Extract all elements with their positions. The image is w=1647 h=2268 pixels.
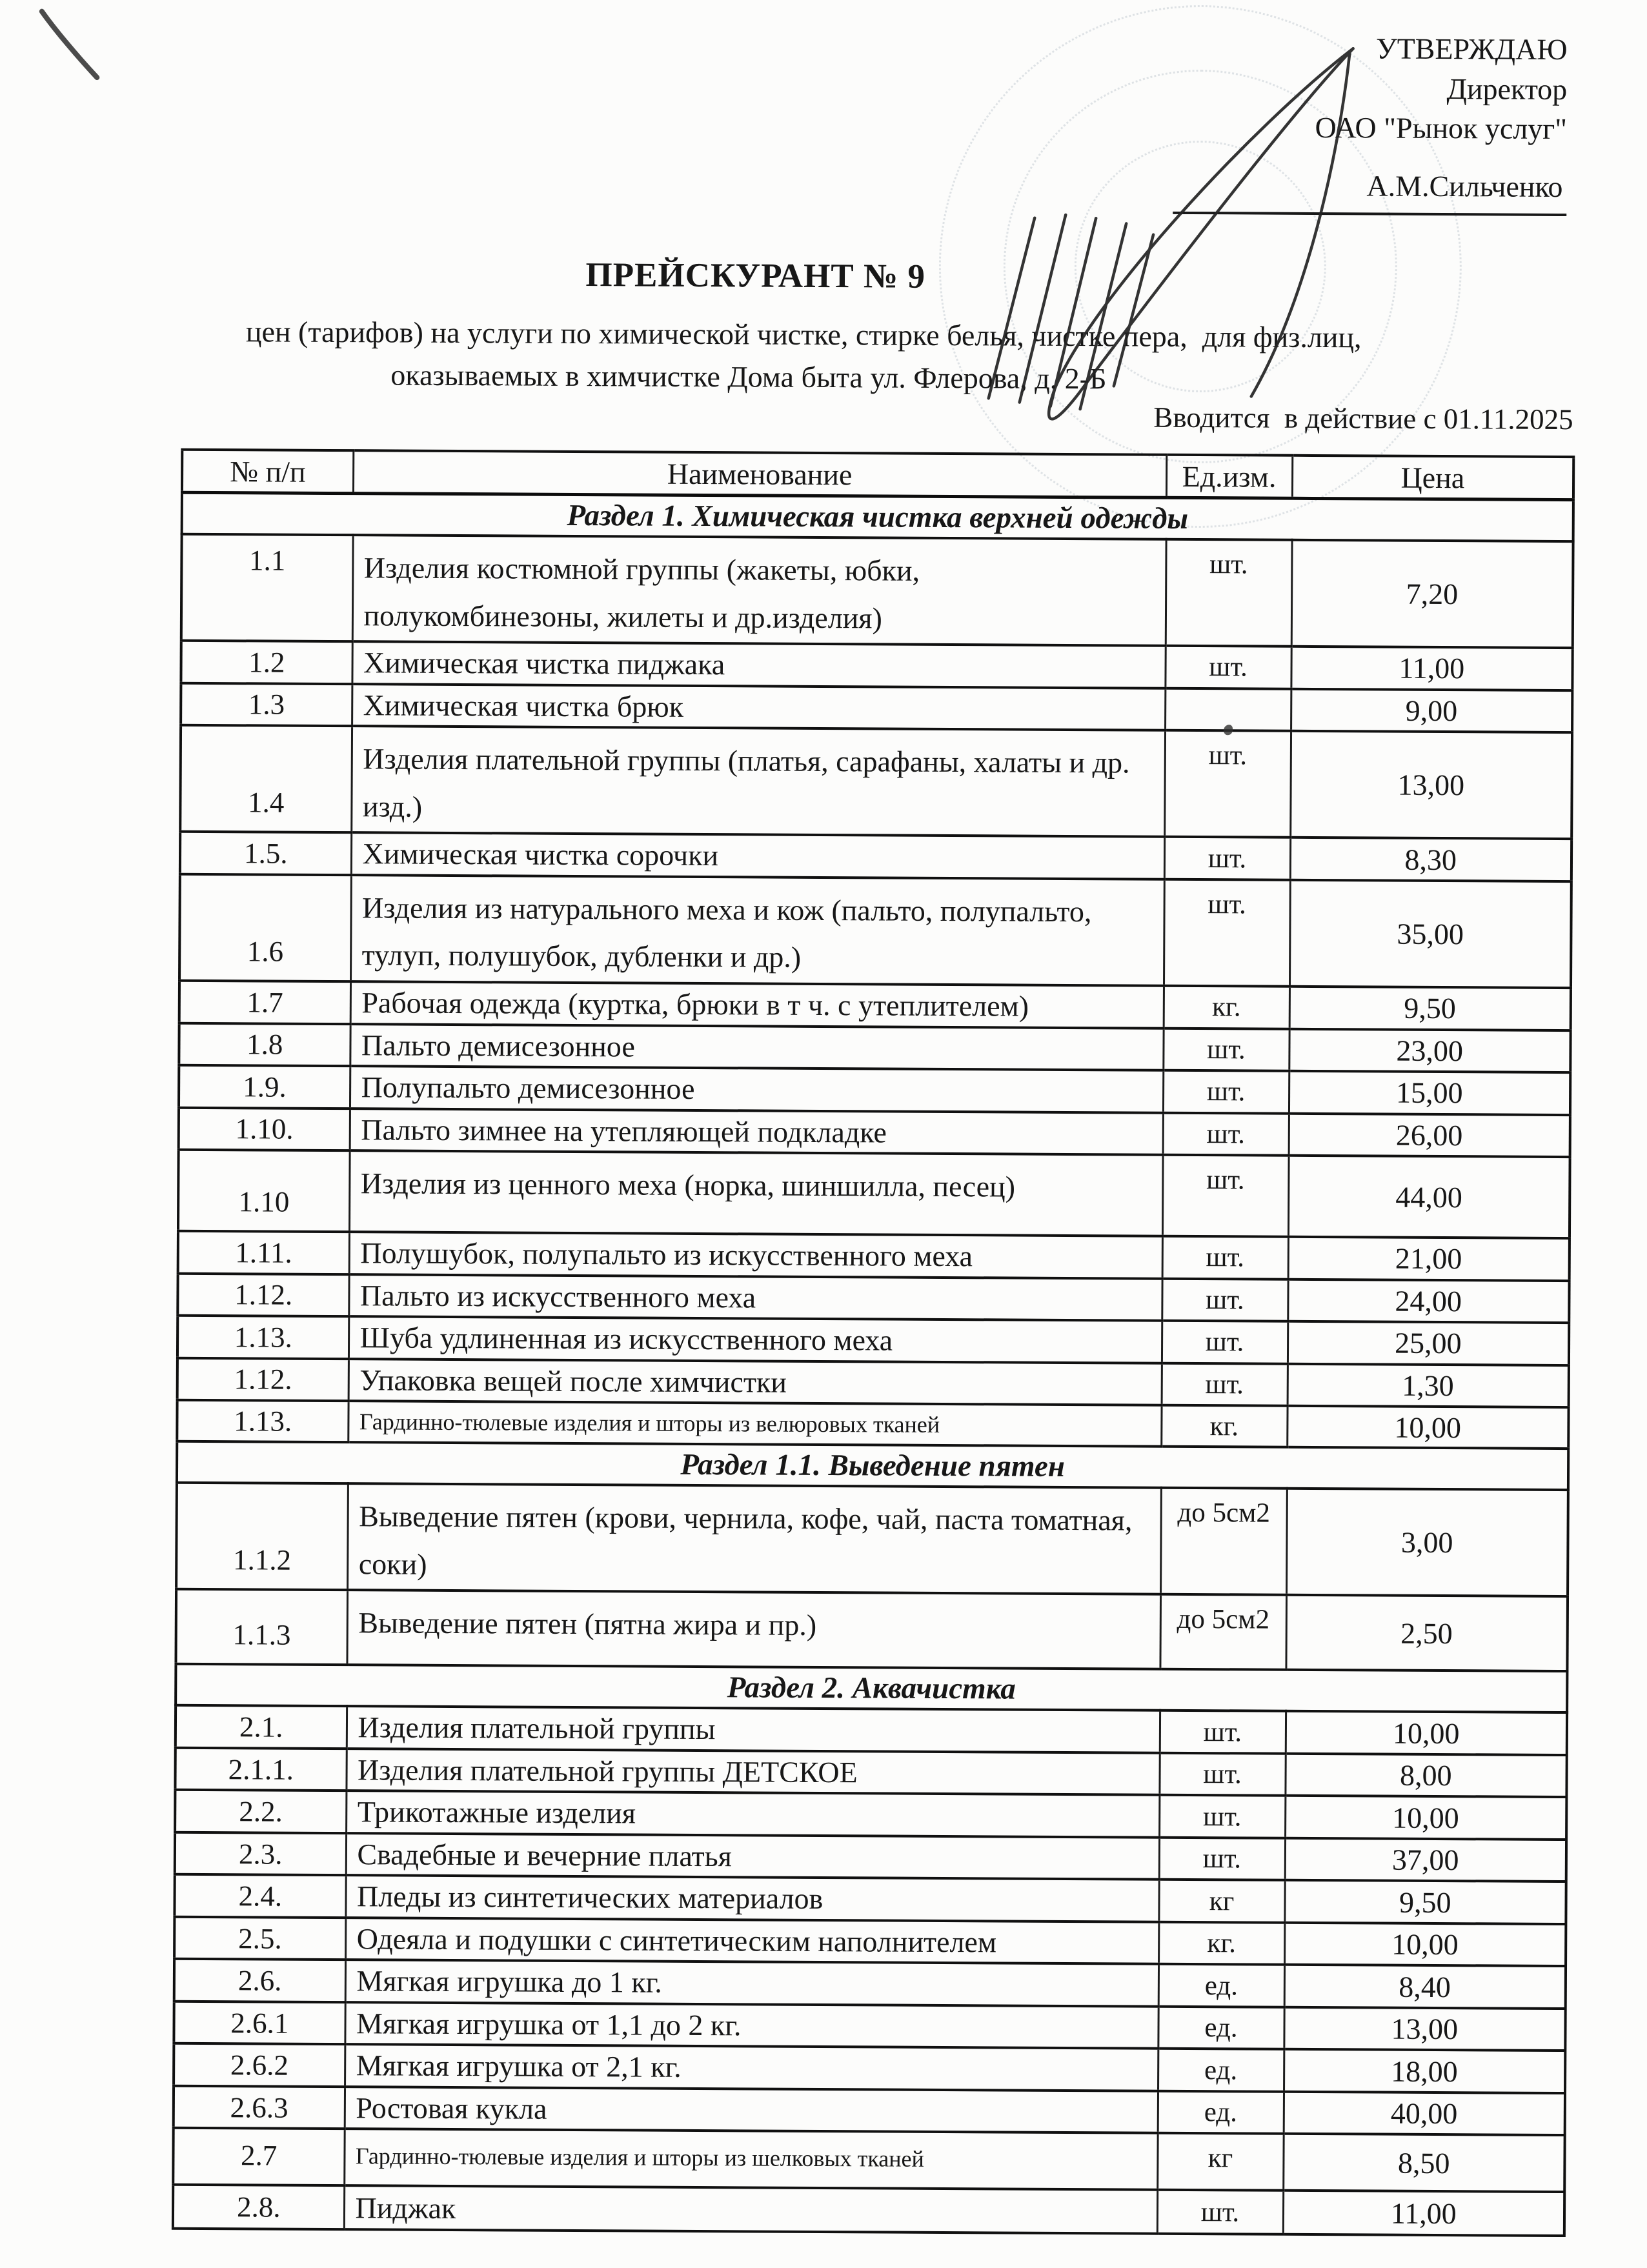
document-subtitle-line2: оказываемых в химчистке Дома быта ул. Флерова, д. 2-Б xyxy=(390,358,1107,396)
row-name: Химическая чистка брюк xyxy=(352,684,1165,730)
row-number: 1.12. xyxy=(177,1358,349,1401)
row-name: Ростовая кукла xyxy=(345,2087,1158,2133)
row-price: 10,00 xyxy=(1286,1711,1567,1755)
row-unit: шт. xyxy=(1163,1028,1289,1071)
table-row xyxy=(175,1748,1566,1798)
row-number: 1.12. xyxy=(177,1273,349,1316)
row-name: Пиджак xyxy=(344,2185,1157,2234)
row-number: 1.1 xyxy=(181,534,353,642)
table-row xyxy=(177,1316,1569,1365)
row-unit: кг. xyxy=(1158,1922,1284,1965)
row-unit: кг. xyxy=(1161,1405,1287,1447)
row-name: Химическая чистка пиджака xyxy=(352,641,1165,688)
effective-date-note: Вводится в действие с 01.11.2025 xyxy=(1153,401,1573,436)
row-unit: шт. xyxy=(1157,2190,1283,2234)
row-price: 24,00 xyxy=(1288,1279,1569,1323)
row-number: 1.13. xyxy=(177,1400,348,1442)
row-unit: ед. xyxy=(1158,2006,1284,2049)
row-price: 13,00 xyxy=(1284,2007,1565,2051)
row-price: 11,00 xyxy=(1283,2191,1564,2236)
row-price: 3,00 xyxy=(1286,1489,1568,1596)
table-row xyxy=(174,2086,1565,2136)
row-number: 2.8. xyxy=(173,2185,344,2229)
section-row xyxy=(176,1664,1567,1712)
row-name: Мягкая игрушка до 1 кг. xyxy=(345,1960,1158,2006)
table-row xyxy=(177,1273,1569,1323)
row-price: 25,00 xyxy=(1288,1321,1569,1365)
row-name: Пальто зимнее на утепляющей подкладке xyxy=(350,1109,1163,1155)
row-unit: шт. xyxy=(1163,1070,1289,1114)
row-price: 44,00 xyxy=(1288,1156,1570,1238)
table-row xyxy=(178,1231,1570,1281)
approval-block xyxy=(1173,28,1568,216)
table-row xyxy=(173,2185,1564,2236)
row-unit: шт. xyxy=(1164,879,1290,987)
row-unit: шт. xyxy=(1162,1236,1288,1280)
row-price: 9,50 xyxy=(1284,1880,1566,1924)
header-name: Наименование xyxy=(353,450,1166,497)
row-name: Полупальто демисезонное xyxy=(350,1066,1163,1112)
section-header: Раздел 1.1. Выведение пятен xyxy=(177,1441,1568,1490)
row-number: 1.10. xyxy=(179,1107,350,1150)
row-unit: шт. xyxy=(1159,1752,1285,1796)
row-number: 2.1. xyxy=(176,1705,347,1749)
table-row xyxy=(174,2043,1565,2093)
row-number: 2.2. xyxy=(175,1790,346,1833)
row-name: Химическая чистка сорочки xyxy=(351,833,1164,879)
row-unit: ед. xyxy=(1158,2091,1284,2134)
row-number: 1.3 xyxy=(181,683,352,726)
approval-position: Директор xyxy=(1446,72,1568,106)
row-price: 8,50 xyxy=(1283,2134,1564,2192)
row-name: Изделия плательной группы ДЕТСКОЕ xyxy=(346,1749,1159,1795)
table-row xyxy=(181,534,1573,648)
row-name: Трикотажные изделия xyxy=(346,1791,1159,1837)
row-number: 2.6.1 xyxy=(174,2002,345,2045)
price-table-body xyxy=(173,492,1573,2236)
row-price: 9,50 xyxy=(1289,987,1571,1030)
row-price: 2,50 xyxy=(1286,1595,1568,1671)
table-row xyxy=(179,1023,1570,1072)
row-name: Изделия из натурального меха и кож (пальто, полупальто, тулуп, полушубок, дубленки и др.) xyxy=(350,875,1164,986)
row-price: 1,30 xyxy=(1288,1363,1569,1407)
row-unit: шт. xyxy=(1164,730,1291,838)
row-unit: шт. xyxy=(1164,837,1290,880)
row-number: 2.1.1. xyxy=(175,1748,346,1791)
row-number: 1.10 xyxy=(178,1150,350,1232)
row-name: Пальто демисезонное xyxy=(350,1024,1163,1070)
row-number: 1.6 xyxy=(179,874,351,982)
table-row xyxy=(176,1483,1568,1596)
table-row xyxy=(177,1400,1568,1449)
row-number: 2.7 xyxy=(173,2128,344,2185)
row-name: Гардинно-тюлевые изделия и шторы из велюровых тканей xyxy=(348,1401,1161,1447)
section-row xyxy=(177,1441,1568,1490)
row-price: 8,00 xyxy=(1285,1754,1566,1798)
section-header: Раздел 2. Аквачистка xyxy=(176,1664,1567,1712)
document-subtitle-line1: цен (тарифов) на услуги по химической чистке, стирке белья, чистке пера, для физ.лиц, xyxy=(245,315,1362,354)
table-row xyxy=(179,1065,1570,1115)
row-number: 1.11. xyxy=(178,1231,349,1274)
row-price: 37,00 xyxy=(1285,1838,1566,1882)
header-number: № п/п xyxy=(182,450,353,494)
row-price: 26,00 xyxy=(1289,1113,1570,1157)
row-price: 8,40 xyxy=(1284,1965,1566,2009)
row-name: Выведение пятен (пятна жира и пр.) xyxy=(347,1590,1160,1669)
header-price: Цена xyxy=(1292,456,1573,500)
row-price: 15,00 xyxy=(1289,1071,1570,1115)
row-number: 1.1.2 xyxy=(176,1483,348,1591)
approval-approve-word: УТВЕРЖДАЮ xyxy=(1375,32,1568,66)
table-row xyxy=(174,2002,1565,2051)
section-header: Раздел 1. Химическая чистка верхней одежды xyxy=(182,492,1573,541)
row-unit: ед. xyxy=(1158,1964,1284,2007)
row-name: Изделия плательной группы xyxy=(347,1706,1160,1752)
table-row xyxy=(178,1150,1570,1238)
table-row xyxy=(179,981,1571,1030)
row-name: Упаковка вещей после химчистки xyxy=(349,1359,1162,1405)
row-number: 2.4. xyxy=(174,1874,345,1918)
row-number: 1.1.3 xyxy=(176,1589,347,1665)
row-unit: шт. xyxy=(1159,1837,1285,1880)
row-price: 11,00 xyxy=(1291,647,1572,690)
row-name: Пальто из искусственного меха xyxy=(349,1274,1162,1321)
row-unit: до 5см2 xyxy=(1160,1594,1286,1670)
row-unit: кг xyxy=(1157,2133,1283,2191)
row-number: 1.7 xyxy=(179,981,350,1024)
row-name: Изделия из ценного меха (норка, шиншилла, песец) xyxy=(349,1150,1163,1236)
table-row xyxy=(176,1589,1568,1671)
row-name: Мягкая игрушка от 1,1 до 2 кг. xyxy=(345,2002,1158,2049)
table-row xyxy=(181,683,1572,732)
row-price: 35,00 xyxy=(1289,880,1571,988)
row-number: 2.5. xyxy=(174,1917,345,1960)
price-table xyxy=(172,448,1575,2238)
row-price: 9,00 xyxy=(1291,688,1572,732)
row-name: Шуба удлиненная из искусственного меха xyxy=(349,1316,1162,1363)
row-name: Пледы из синтетических материалов xyxy=(345,1875,1158,1922)
row-number: 2.3. xyxy=(175,1832,346,1876)
row-name: Гардинно-тюлевые изделия и шторы из шелковых тканей xyxy=(344,2129,1157,2190)
row-number: 1.2 xyxy=(181,641,352,684)
row-number: 1.9. xyxy=(179,1065,350,1109)
row-unit: шт. xyxy=(1165,646,1291,689)
row-unit: до 5см2 xyxy=(1160,1488,1287,1595)
row-unit: шт. xyxy=(1160,1711,1286,1754)
table-row xyxy=(180,725,1572,839)
row-price: 10,00 xyxy=(1287,1406,1568,1449)
row-price: 18,00 xyxy=(1284,2049,1565,2093)
table-row xyxy=(179,874,1571,988)
row-number: 1.8 xyxy=(179,1023,350,1066)
row-name: Изделия костюмной группы (жакеты, юбки, полукомбинезоны, жилеты и др.изделия) xyxy=(352,535,1166,646)
document-title: ПРЕЙСКУРАНТ № 9 xyxy=(585,256,926,296)
row-unit: шт. xyxy=(1162,1321,1288,1364)
row-price: 10,00 xyxy=(1285,1796,1566,1840)
row-unit: шт. xyxy=(1159,1795,1285,1838)
table-row xyxy=(174,1917,1566,1967)
table-row xyxy=(175,1790,1566,1840)
header-unit: Ед.изм. xyxy=(1166,455,1292,499)
row-price: 10,00 xyxy=(1284,1923,1566,1967)
row-name: Свадебные и вечерние платья xyxy=(346,1833,1159,1880)
table-row xyxy=(179,1107,1570,1157)
approval-signer-name: А.М.Сильченко xyxy=(1173,165,1566,216)
row-name: Выведение пятен (крови, чернила, кофе, чай, паста томатная, соки) xyxy=(347,1483,1161,1594)
row-number: 1.5. xyxy=(180,832,351,875)
row-price: 7,20 xyxy=(1291,540,1573,648)
row-number: 1.13. xyxy=(177,1316,349,1359)
row-unit: кг xyxy=(1158,1880,1284,1923)
row-number: 2.6. xyxy=(174,1959,345,2002)
row-name: Рабочая одежда (куртка, брюки в т ч. с утеплителем) xyxy=(350,981,1164,1028)
row-price: 13,00 xyxy=(1290,731,1572,839)
row-number: 2.6.2 xyxy=(174,2043,345,2087)
row-price: 40,00 xyxy=(1284,2092,1565,2136)
row-name: Мягкая игрушка от 2,1 кг. xyxy=(345,2044,1158,2091)
row-unit: шт. xyxy=(1163,1112,1289,1156)
row-name: Изделия плательной группы (платья, сарафаны, халаты и др. изд.) xyxy=(351,726,1165,837)
pen-mark xyxy=(30,5,114,90)
table-header-row xyxy=(182,450,1573,500)
row-number: 1.4 xyxy=(180,725,352,833)
row-price: 21,00 xyxy=(1288,1237,1570,1281)
table-row xyxy=(174,1959,1566,2009)
row-unit: шт. xyxy=(1162,1278,1288,1321)
row-unit: шт. xyxy=(1162,1363,1288,1406)
row-unit: кг. xyxy=(1164,986,1289,1029)
table-row xyxy=(177,1358,1569,1407)
table-row xyxy=(173,2128,1564,2192)
row-unit: шт. xyxy=(1166,539,1292,647)
row-price: 23,00 xyxy=(1289,1029,1570,1072)
table-row xyxy=(181,641,1572,690)
table-row xyxy=(174,1874,1566,1924)
table-row xyxy=(175,1832,1566,1882)
table-row xyxy=(176,1705,1567,1755)
row-number: 2.6.3 xyxy=(174,2086,345,2129)
row-price: 8,30 xyxy=(1290,838,1571,881)
row-name: Полушубок, полупальто из искусственного меха xyxy=(349,1232,1162,1278)
row-unit: ед. xyxy=(1158,2049,1284,2092)
approval-organization: ОАО "Рынок услуг" xyxy=(1315,111,1568,146)
section-row xyxy=(182,492,1573,541)
row-unit: шт. xyxy=(1162,1155,1289,1237)
table-row xyxy=(180,832,1571,881)
row-name: Одеяла и подушки с синтетическим наполнителем xyxy=(345,1918,1158,1964)
